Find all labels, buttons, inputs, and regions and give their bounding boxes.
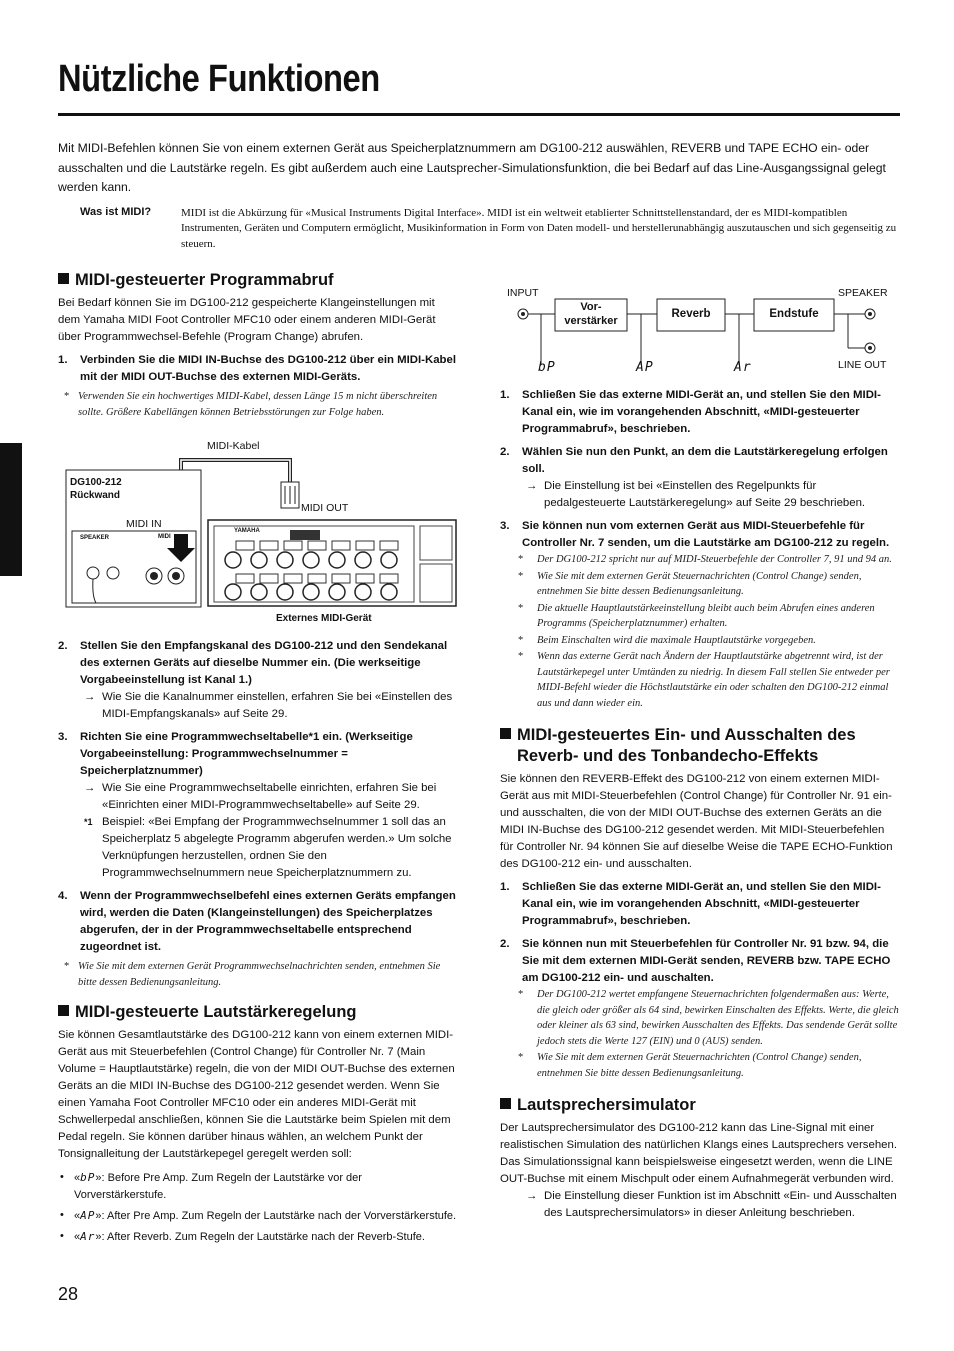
code-bp: bP [538,360,556,375]
line-out-label: LINE OUT [838,359,887,371]
cable-label: MIDI-Kabel [207,440,260,452]
step: 3. Richten Sie eine Programmwechseltabelle*1 ein. (Werkseitige Vorgabeeinstellung: Programmwechselnummer = Speicherplatznummer) [58,731,413,777]
brand-label: YAMAHA [234,528,260,534]
list-item: • «bP»: Before Pre Amp. Zum Regeln der Lautstärke vor der Vorverstärkerstufe. [60,1171,362,1201]
section-body: Sie können Gesamtlautstärke des DG100-212 kann von einem externen MIDI-Gerät aus mit Steuerbefehlen (Control Change) für Controller Nr. 7 (Main Volume = Hauptlautstärke) regeln, die von der MIDI OUT-Buchse des externen Geräts an die MIDI IN-Buchse des DG100-212 gesendet werden. Wenn Sie einen Yamaha Foot Controller MFC10 oder ein anderes MIDI-Gerät mit Schwellerpedal anschließen, können Sie die Lautstärke beim Spielen mit dem Pedal regeln. Sie können darüber hinaus wählen, an welchem Punkt der Tonsignalleitung der Lautstärkepegel geregelt werden soll: [58,1029,455,1160]
section-body: Der Lautsprechersimulator des DG100-212 kann das Line-Signal mit einer realistischen Simulation des natürlichen Klangs eines Lautsprechers versehen. Das Simulationssignal kann beispielsweise eingesetzt werden, wenn die LINE OUT-Buchse mit einem Mischpult oder einem Aufnahmegerät verbunden wird. [500,1122,897,1185]
code-ap: AP [636,360,654,375]
midi-definition-text: MIDI ist die Abkürzung für «Musical Instruments Digital Interface». MIDI ist ein weltweit etablierter Schnittstellenstandard, der es MIDI-kompatiblen Instrumenten, Geräten und Computern ermöglicht, Musikinformation in Form von Daten modell- und herstellerunabhängig auszutauschen und sich gegenseitig zu steuern. [181,207,897,250]
left-column [58,270,457,420]
signal-flow-diagram [500,283,900,383]
list-item: • «AP»: After Pre Amp. Zum Regeln der Lautstärke nach der Vorverstärkerstufe. [60,1209,457,1222]
title-rule [58,113,900,116]
step: 2. Sie können nun mit Steuerbefehlen für Controller Nr. 91 bzw. 94, die Sie mit dem externen MIDI-Gerät senden, REVERB bzw. TAPE ECHO am DG100-212 ein- und auschalten. [500,938,891,984]
section-heading-speaker-sim: Lautsprechersimulator [500,1095,900,1116]
volume-point-list [58,1169,457,1246]
section-heading-program: MIDI-gesteuerter Programmabruf [58,270,457,291]
square-bullet-icon [58,1005,69,1016]
note: * Wie Sie mit dem externen Gerät Steuernachrichten (Control Change) senden, entnehmen Sie bitte dessen Bedienungsanleitung. [518,570,862,597]
reference: → Die Einstellung ist bei «Einstellen des Regelpunkts für pedalgesteuerte Lautstärkeregelung» auf Seite 29 beschrieben. [526,480,866,509]
section-heading-effects: MIDI-gesteuertes Ein- und Ausschalten des Reverb- und des Tonbandecho-Effekts [500,725,900,767]
note: * Wenn das externe Gerät nach Ändern der Hauptlautstärke abgetrennt wird, ist der Lautstärkepegel unter Umtänden zu niedrig. In diesem Fall stellen Sie entweder per MIDI-Befehl wieder die Höchstlautstärke ein oder schalten den DG100-212 einmal aus und dann wieder ein. [518,651,890,709]
step: 2. Wählen Sie nun den Punkt, an dem die Lautstärkeregelung erfolgen soll. [500,446,888,475]
midi-out-label: MIDI OUT [301,502,349,514]
step: 4. Wenn der Programmwechselbefehl eines externen Geräts empfangen wird, werden die Daten (Klangeinstellungen) des Speicherplatzes abgerufen, der in der Programmwechseltabelle entsprechend zugeordnet ist. [58,890,456,953]
note: * Beim Einschalten wird die maximale Hauptlautstärke vorgegeben. [518,634,816,646]
reference: → Die Einstellung dieser Funktion ist im Abschnitt «Ein- und Ausschalten des Lautsprechersimulators» in dieser Anleitung beschrieben. [526,1190,897,1219]
note: * Wie Sie mit dem externen Gerät Programmwechselnachrichten senden, entnehmen Sie bitte dessen Bedienungsanleitung. [64,961,441,988]
note: * Die aktuelle Hauptlautstärkeeinstellung bleibt auch beim Abrufen eines anderen Programms (Speicherplatznummer) erhalten. [518,602,875,629]
midi-term: Was ist MIDI? [80,206,152,218]
reverb-box-label: Reverb [671,308,711,320]
note: * Der DG100-212 wertet empfangene Steuernachrichten folgendermaßen aus: Werte, die gleich oder größer als 64 sind, bewirken Einschalten des Effekts. Werte, die gleich oder kleiner als 63 sind, bewirken Ausschalten des Effekts. Das sendende Gerät sollte jedoch stets die Werte 127 (EIN) und 0 (AUS) senden. [518,989,899,1047]
section-tab-marker [0,443,22,576]
section-intro: Bei Bedarf können Sie im DG100-212 gespeicherte Klangeinstellungen mit dem Yamaha MIDI Foot Controller MFC10 oder einem anderen MIDI-Gerät über Programmwechsel-Befehle (Program Change) abrufen. [58,297,436,343]
step: 1. Schließen Sie das externe MIDI-Gerät an, und stellen Sie den MIDI-Kanal ein, wie im vorangehenden Abschnitt, «MIDI-gesteuerter Programmabruf», beschrieben. [500,389,881,435]
footnote: *1 Beispiel: «Bei Empfang der Programmwechselnummer 1 soll das an Speicherplatz 5 abgelegte Programm abgerufen werden.» Um solche Verknüpfungen herzustellen, ordnen Sie den Programmwechselnummern neue Speicherplatznummern zu. [84,816,452,879]
reference: → Wie Sie die Kanalnummer einstellen, erfahren Sie bei «Einstellen des MIDI-Empfangskanals» auf Seite 29. [84,691,453,720]
square-bullet-icon [500,1098,511,1109]
note: * Verwenden Sie ein hochwertiges MIDI-Kabel, dessen Länge 15 m nicht überschreiten sollte. Größere Kabellängen können Betriebsstörungen zur Folge haben. [64,391,438,418]
step: 2. Stellen Sie den Empfangskanal des DG100-212 und den Sendekanal des externen Geräts auf dieselbe Nummer ein. (Die werkseitige Vorgabeeinstellung ist Kanal 1.) [58,640,448,686]
intro-paragraph: Mit MIDI-Befehlen können Sie von einem externen Gerät aus Speicherplatznummern am DG100-212 auswählen, REVERB und TAPE ECHO ein- oder ausschalten und die Lautstärke regeln. Es gibt außerdem auch eine Lautsprecher-Simulationsfunktion, die bei Bedarf auf das Line-Ausgangssignal gelegt werden kann. [58,141,886,194]
square-bullet-icon [500,728,511,739]
reference: → Wie Sie eine Programmwechseltabelle einrichten, erfahren Sie bei «Einrichten einer MIDI-Programmwechseltabelle» auf Seite 29. [84,782,437,811]
section-heading-volume: MIDI-gesteuerte Lautstärkeregelung [58,1002,457,1023]
input-label: INPUT [507,287,539,299]
page-title: Nützliche Funktionen [58,58,380,100]
speaker-label: SPEAKER [80,535,110,541]
right-column [500,387,900,1222]
note: * Der DG100-212 spricht nur auf MIDI-Steuerbefehle der Controller 7, 91 und 94 an. [518,554,892,565]
step: 1. Verbinden Sie die MIDI IN-Buchse des DG100-212 über ein MIDI-Kabel mit der MIDI OUT-Buchse des externen MIDI-Geräts. [58,354,456,383]
step: 1. Schließen Sie das externe MIDI-Gerät an, und stellen Sie den MIDI-Kanal ein, wie im vorangehenden Abschnitt, «MIDI-gesteuerter Programmabruf», beschrieben. [500,881,881,927]
external-device-label: Externes MIDI-Gerät [276,613,372,624]
midi-connection-diagram [58,438,458,628]
page-number: 28 [58,1284,79,1304]
midi-in-label: MIDI IN [126,518,162,530]
square-bullet-icon [58,273,69,284]
device-label: DG100-212 Rückwand [70,477,122,501]
note: * Wie Sie mit dem externen Gerät Steuernachrichten (Control Change) senden, entnehmen Sie bitte dessen Bedienungsanleitung. [518,1052,862,1079]
left-column-steps [58,638,457,1249]
section-body: Sie können den REVERB-Effekt des DG100-212 von einem externen MIDI-Gerät aus mit MIDI-Steuerbefehlen (Control Change) für Controller Nr. 91 ein- und ausschalten, die von der MIDI OUT-Buchse des externen Geräts an die MIDI IN-Buchse des DG100-212 gesendet werden. Mit MIDI-Steuerbefehlen für Controller Nr. 94 können Sie auf dieselbe Weise die TAPE ECHO-Funktion des DG100-212 ein- und ausschalten. [500,773,893,870]
midi-small-label: MIDI [158,534,171,540]
list-item: • «Ar»: After Reverb. Zum Regeln der Lautstärke nach der Reverb-Stufe. [60,1230,425,1243]
speaker-label: SPEAKER [838,287,888,299]
poweramp-box-label: Endstufe [769,308,819,320]
code-ar: Ar [734,360,752,375]
step: 3. Sie können nun vom externen Gerät aus MIDI-Steuerbefehle für Controller Nr. 7 senden, um die Lautstärke am DG100-212 zu regeln. [500,520,890,549]
preamp-box-label: Vor- verstärker [564,301,618,327]
